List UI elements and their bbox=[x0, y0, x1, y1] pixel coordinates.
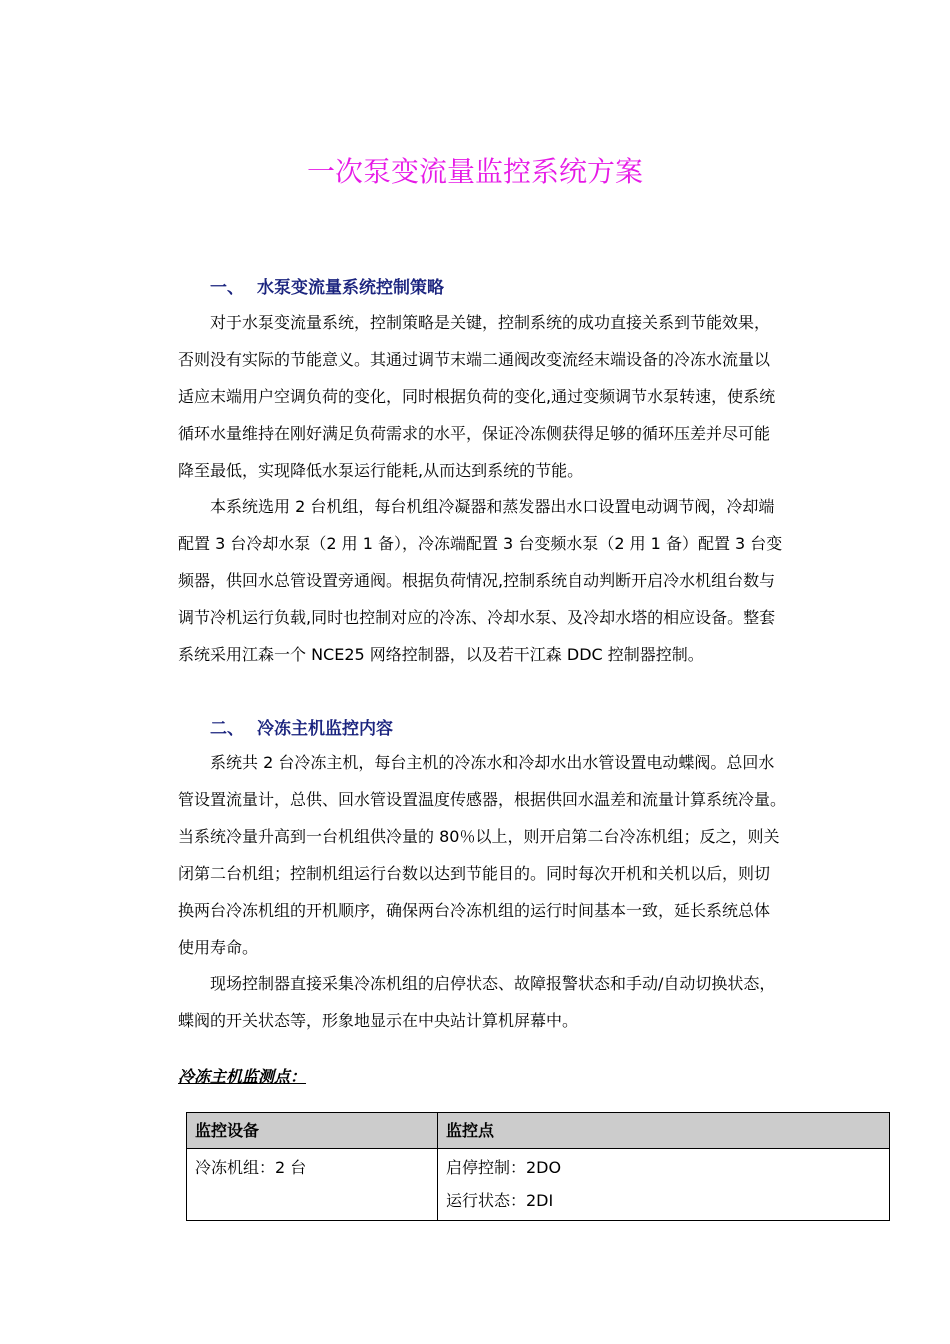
point-item: 启停控制：2DO bbox=[446, 1158, 562, 1177]
paragraph-line: 配置 3 台冷却水泵（2 用 1 备），冷冻端配置 3 台变频水泵（2 用 1 备）配置 3 台变 bbox=[178, 534, 783, 553]
paragraph-line: 降至最低，实现降低水泵运行能耗,从而达到系统的节能。 bbox=[178, 461, 584, 480]
document-title: 一次泵变流量监控系统方案 bbox=[306, 155, 643, 188]
table-row bbox=[187, 1149, 890, 1221]
paragraph-line: 适应末端用户空调负荷的变化，同时根据负荷的变化,通过变频调节水泵转速，使系统 bbox=[178, 387, 776, 406]
paragraph-line: 系统共 2 台冷冻主机，每台主机的冷冻水和冷却水出水管设置电动蝶阀。总回水 bbox=[210, 753, 775, 772]
section-2-number: 二、 bbox=[210, 719, 244, 739]
paragraph-line: 蝶阀的开关状态等，形象地显示在中央站计算机屏幕中。 bbox=[178, 1011, 579, 1030]
paragraph-line: 循环水量维持在刚好满足负荷需求的水平，保证冷冻侧获得足够的循环压差并尽可能 bbox=[178, 424, 771, 443]
paragraph-line: 管设置流量计，总供、回水管设置温度传感器，根据供回水温差和流量计算系统冷量。 bbox=[178, 790, 787, 809]
paragraph-line: 本系统选用 2 台机组，每台机组冷凝器和蒸发器出水口设置电动调节阀，冷却端 bbox=[210, 497, 775, 516]
device-label: 冷冻机组：2 台 bbox=[195, 1158, 307, 1177]
paragraph-line: 当系统冷量升高到一台机组供冷量的 80％以上，则开启第二台冷冻机组；反之，则关 bbox=[178, 827, 780, 846]
paragraph-line: 频器，供回水总管设置旁通阀。根据负荷情况,控制系统自动判断开启冷水机组台数与 bbox=[178, 571, 776, 590]
paragraph-line: 现场控制器直接采集冷冻机组的启停状态、故障报警状态和手动/自动切换状态， bbox=[210, 974, 776, 993]
section-1-number: 一、 bbox=[210, 278, 244, 298]
column-header-device: 监控设备 bbox=[187, 1113, 438, 1149]
column-header-points: 监控点 bbox=[438, 1113, 890, 1149]
paragraph-line: 使用寿命。 bbox=[178, 938, 259, 957]
paragraph-line: 换两台冷冻机组的开机顺序，确保两台冷冻机组的运行时间基本一致，延长系统总体 bbox=[178, 901, 771, 920]
table-cell-device bbox=[187, 1149, 438, 1221]
section-1-title: 水泵变流量系统控制策略 bbox=[257, 278, 444, 298]
monitoring-points-title: 冷冻主机监测点： bbox=[178, 1067, 307, 1086]
monitoring-points-table bbox=[186, 1112, 890, 1221]
table-cell-points bbox=[438, 1149, 890, 1221]
section-2-title: 冷冻主机监控内容 bbox=[257, 719, 393, 739]
table-header-row bbox=[187, 1113, 890, 1149]
section-1-heading bbox=[210, 273, 444, 298]
section-2-heading bbox=[210, 714, 393, 739]
paragraph-line: 系统采用江森一个 NCE25 网络控制器，以及若干江森 DDC 控制器控制。 bbox=[178, 645, 704, 664]
paragraph-line: 闭第二台机组；控制机组运行台数以达到节能目的。同时每次开机和关机以后，则切 bbox=[178, 864, 771, 883]
paragraph-line: 调节冷机运行负载,同时也控制对应的冷冻、冷却水泵、及冷却水塔的相应设备。整套 bbox=[178, 608, 776, 627]
paragraph-line: 否则没有实际的节能意义。其通过调节末端二通阀改变流经末端设备的冷冻水流量以 bbox=[178, 350, 771, 369]
paragraph-line: 对于水泵变流量系统，控制策略是关键，控制系统的成功直接关系到节能效果， bbox=[210, 313, 771, 332]
point-item: 运行状态：2DI bbox=[446, 1191, 554, 1210]
